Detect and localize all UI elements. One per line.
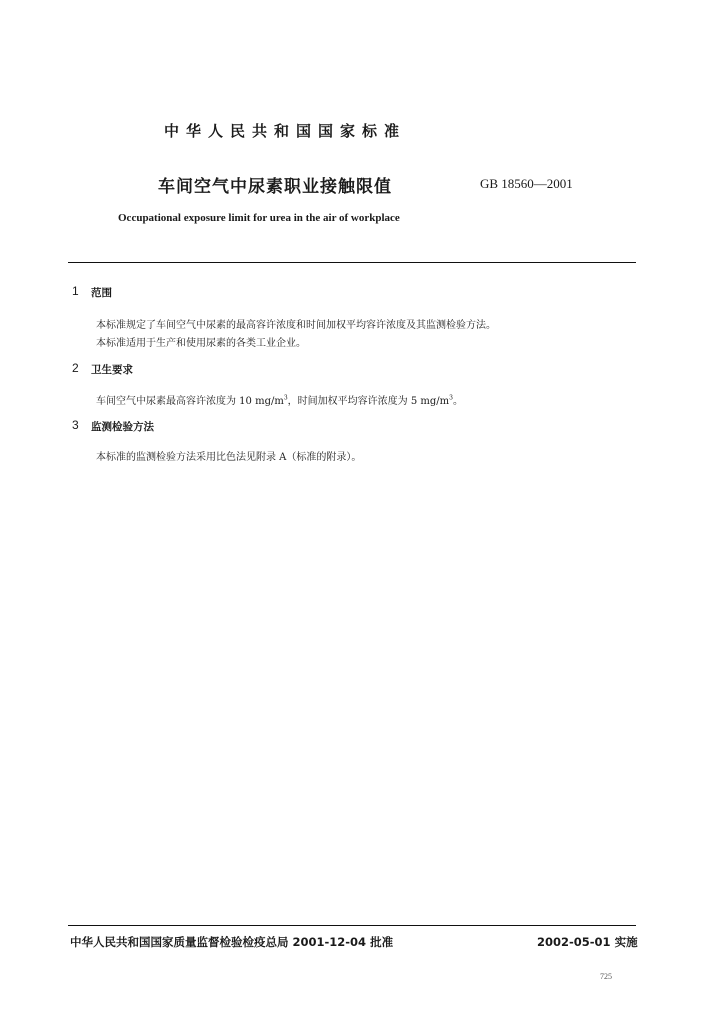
section-title-methods: 监测检验方法 <box>91 421 154 433</box>
paragraph: 本标准规定了车间空气中尿素的最高容许浓度和时间加权平均容许浓度及其监测检验方法。 <box>96 320 496 331</box>
effective-date: 2002-05-01 实施 <box>537 935 638 949</box>
document-title-cn: 车间空气中尿素职业接触限值 <box>158 177 392 197</box>
document-title-en: Occupational exposure limit for urea in the air of workplace <box>118 212 400 224</box>
standard-org-heading: 中华人民共和国国家标准 <box>163 122 406 140</box>
section-number: 2 <box>72 361 79 375</box>
footer-divider <box>68 925 636 926</box>
paragraph-limits: 车间空气中尿素最高容许浓度为 10 $mg/m^3$，时间加权平均容许浓度为 5 $mg/m^3$。 <box>96 394 463 407</box>
header-divider <box>68 262 636 263</box>
paragraph: 本标准适用于生产和使用尿素的各类工业企业。 <box>96 338 306 349</box>
page-number: 725 <box>600 972 612 981</box>
section-number: 1 <box>72 284 79 298</box>
section-number: 3 <box>72 418 79 432</box>
paragraph: 本标准的监测检验方法采用比色法见附录 A（标准的附录）。 <box>96 452 362 463</box>
section-title-scope: 范围 <box>91 287 112 299</box>
section-title-hygiene: 卫生要求 <box>91 364 133 376</box>
standard-code: GB 18560—2001 <box>480 176 573 191</box>
approval-note: 中华人民共和国国家质量监督检验检疫总局 2001-12-04 批准 <box>70 935 394 949</box>
